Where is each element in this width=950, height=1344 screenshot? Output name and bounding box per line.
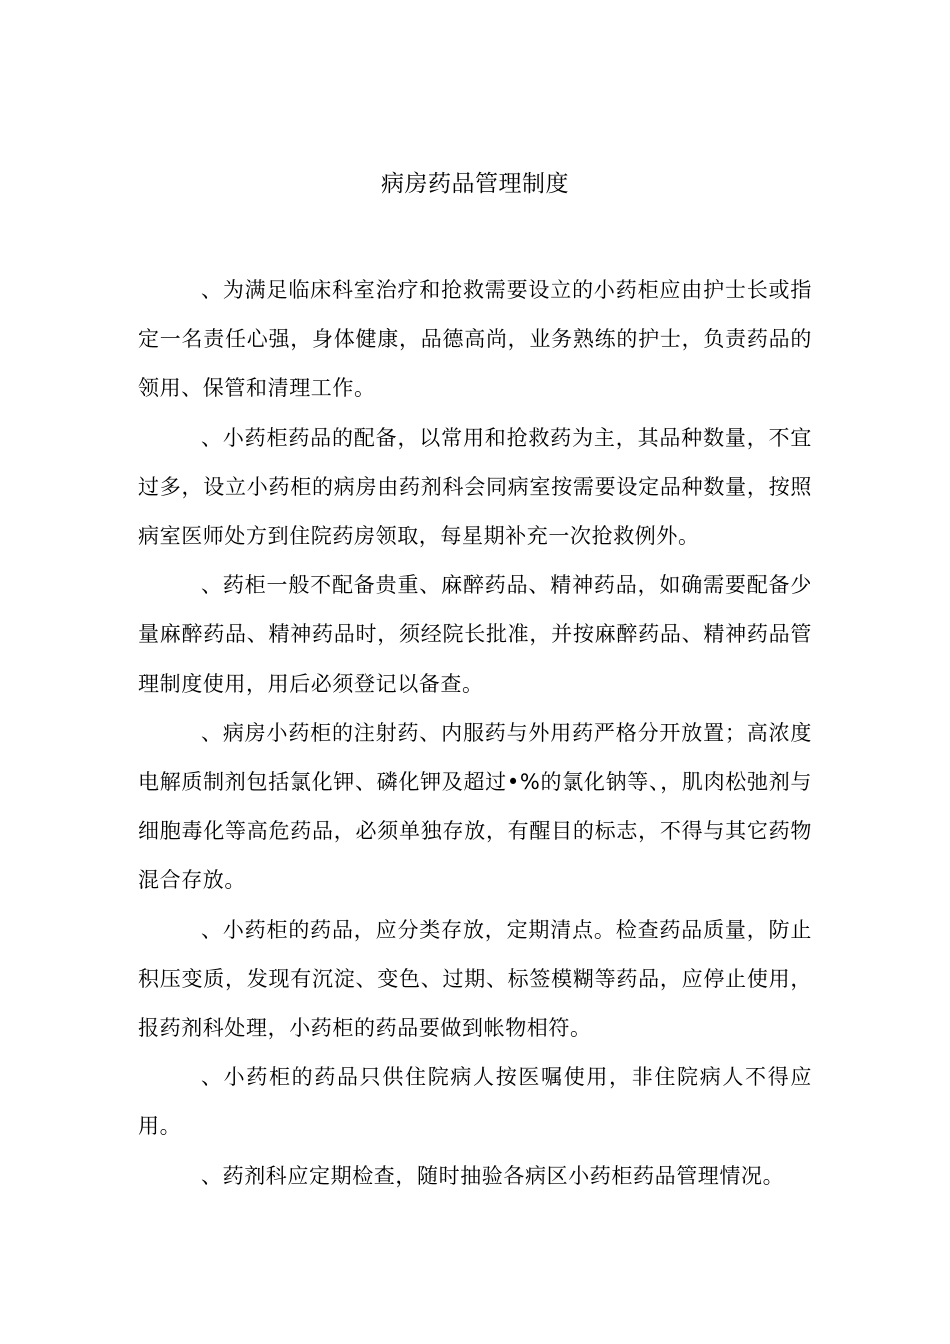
paragraph-3: 、药柜一般不配备贵重、麻醉药品、精神药品，如确需要配备少量麻醉药品、精神药品时，须经院长批准，并按麻醉药品、精神药品管理制度使用，用后必须登记以备查。 [138,573,812,696]
paragraph-6: 、小药柜的药品只供住院病人按医嘱使用，非住院病人不得应用。 [138,1065,812,1139]
paragraph-2: 、小药柜药品的配备，以常用和抢救药为主，其品种数量，不宜过多，设立小药柜的病房由药剂科会同病室按需要设定品种数量，按照病室医师处方到住院药房领取，每星期补充一次抢救例外。 [138,425,812,549]
paragraph-5: 、小药柜的药品，应分类存放，定期清点。检查药品质量，防止积压变质，发现有沉淀、变色、过期、标签模糊等药品，应停止使用，报药剂科处理，小药柜的药品要做到帐物相符。 [138,917,812,1041]
document-title: 病房药品管理制度 [381,171,569,197]
paragraph-1: 、为满足临床科室治疗和抢救需要设立的小药柜应由护士长或指定一名责任心强，身体健康，品德高尚，业务熟练的护士，负责药品的领用、保管和清理工作。 [138,278,812,401]
document-body [138,266,812,1201]
paragraph-4: 、病房小药柜的注射药、内服药与外用药严格分开放置；高浓度电解质制剂包括氯化钾、磷化钾及超过•%的氯化钠等、，肌肉松弛剂与细胞毒化等高危药品，必须单独存放，有醒目的标志，不得与其它药物混合存放。 [138,720,812,893]
paragraph-7: 、药剂科应定期检查，随时抽验各病区小药柜药品管理情况。 [201,1163,785,1188]
